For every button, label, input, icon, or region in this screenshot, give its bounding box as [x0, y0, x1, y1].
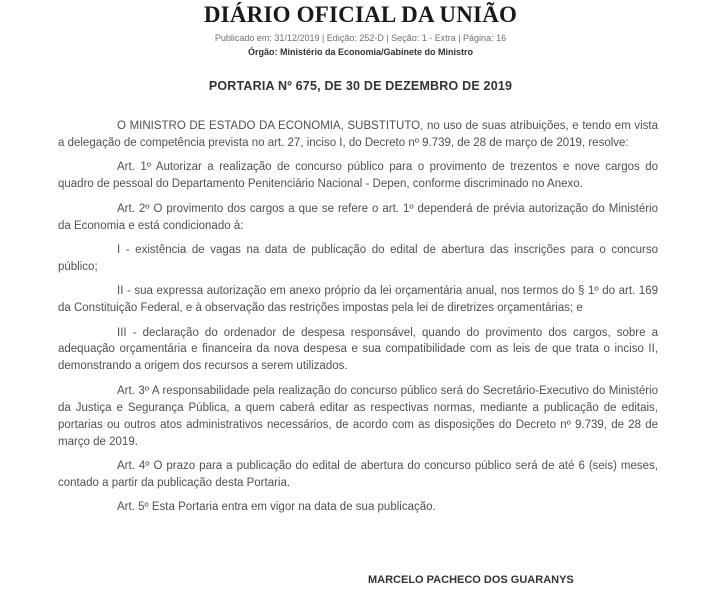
paragraph-art-5: Art. 5º Esta Portaria entra em vigor na data de sua publicação. [117, 501, 436, 514]
paragraph-art-3: Art. 3º A responsabilidade pela realização do concurso público será do Secretário-Executivo do Ministério da Justiça e Segurança Pública, a quem caberá editar as respectivas normas, mediante a publicação de editais, portarias ou outros atos administrativos necessários, de acordo com as disposições do Decreto nº 9.739, de 28 de março de 2019. [58, 384, 658, 448]
paragraph-item-iii: III - declaração do ordenador de despesa responsável, quando do provimento dos cargos, sobre a adequação orçamentária e financeira da nova despesa e sua compatibilidade com as leis de que trata o inciso II, demonstrando a origem dos recursos a serem utilizados. [58, 326, 658, 373]
publication-metadata: Publicado em: 31/12/2019 | Edição: 252-D | Seção: 1 - Extra | Página: 16 [214, 33, 507, 43]
organ-line [0, 45, 721, 59]
document-body [58, 118, 658, 524]
paragraph-art-4: Art. 4º O prazo para a publicação do edital de abertura do concurso público será de até 6 (seis) meses, contado a partir da publicação desta Portaria. [58, 459, 658, 489]
signature: MARCELO PACHECO DOS GUARANYS [368, 574, 574, 586]
masthead [0, 2, 721, 59]
paragraph-art-1: Art. 1º Autorizar a realização de concurso público para o provimento de trezentos e nove cargos do quadro de pessoal do Departamento Penitenciário Nacional - Depen, conforme discriminado no Anexo. [58, 161, 658, 191]
organ-value: Ministério da Economia/Gabinete do Ministro [280, 47, 474, 57]
paragraph-item-ii: II - sua expressa autorização em anexo próprio da lei orçamentária anual, nos termos do § 1º do art. 169 da Constituição Federal, e à observação das restrições impostas pela lei de diretrizes orçamentárias; e [58, 285, 658, 315]
paragraph-item-i: I - existência de vagas na data de publicação do edital de abertura das inscrições para o concurso público; [58, 243, 658, 273]
document-title: PORTARIA Nº 675, DE 30 DE DEZEMBRO DE 2019 [208, 79, 513, 93]
organ-label: Órgão: [247, 47, 278, 57]
paragraph-art-2: Art. 2º O provimento dos cargos a que se refere o art. 1º dependerá de prévia autorização do Ministério da Economia e está condicionado à: [58, 202, 658, 232]
paragraph-preamble: O MINISTRO DE ESTADO DA ECONOMIA, SUBSTITUTO, no uso de suas atribuições, e tendo em vista a delegação de competência prevista no art. 27, inciso I, do Decreto nº 9.739, de 28 de março de 2019, resolve: [58, 120, 658, 149]
publication-title: DIÁRIO OFICIAL DA UNIÃO [203, 2, 518, 27]
